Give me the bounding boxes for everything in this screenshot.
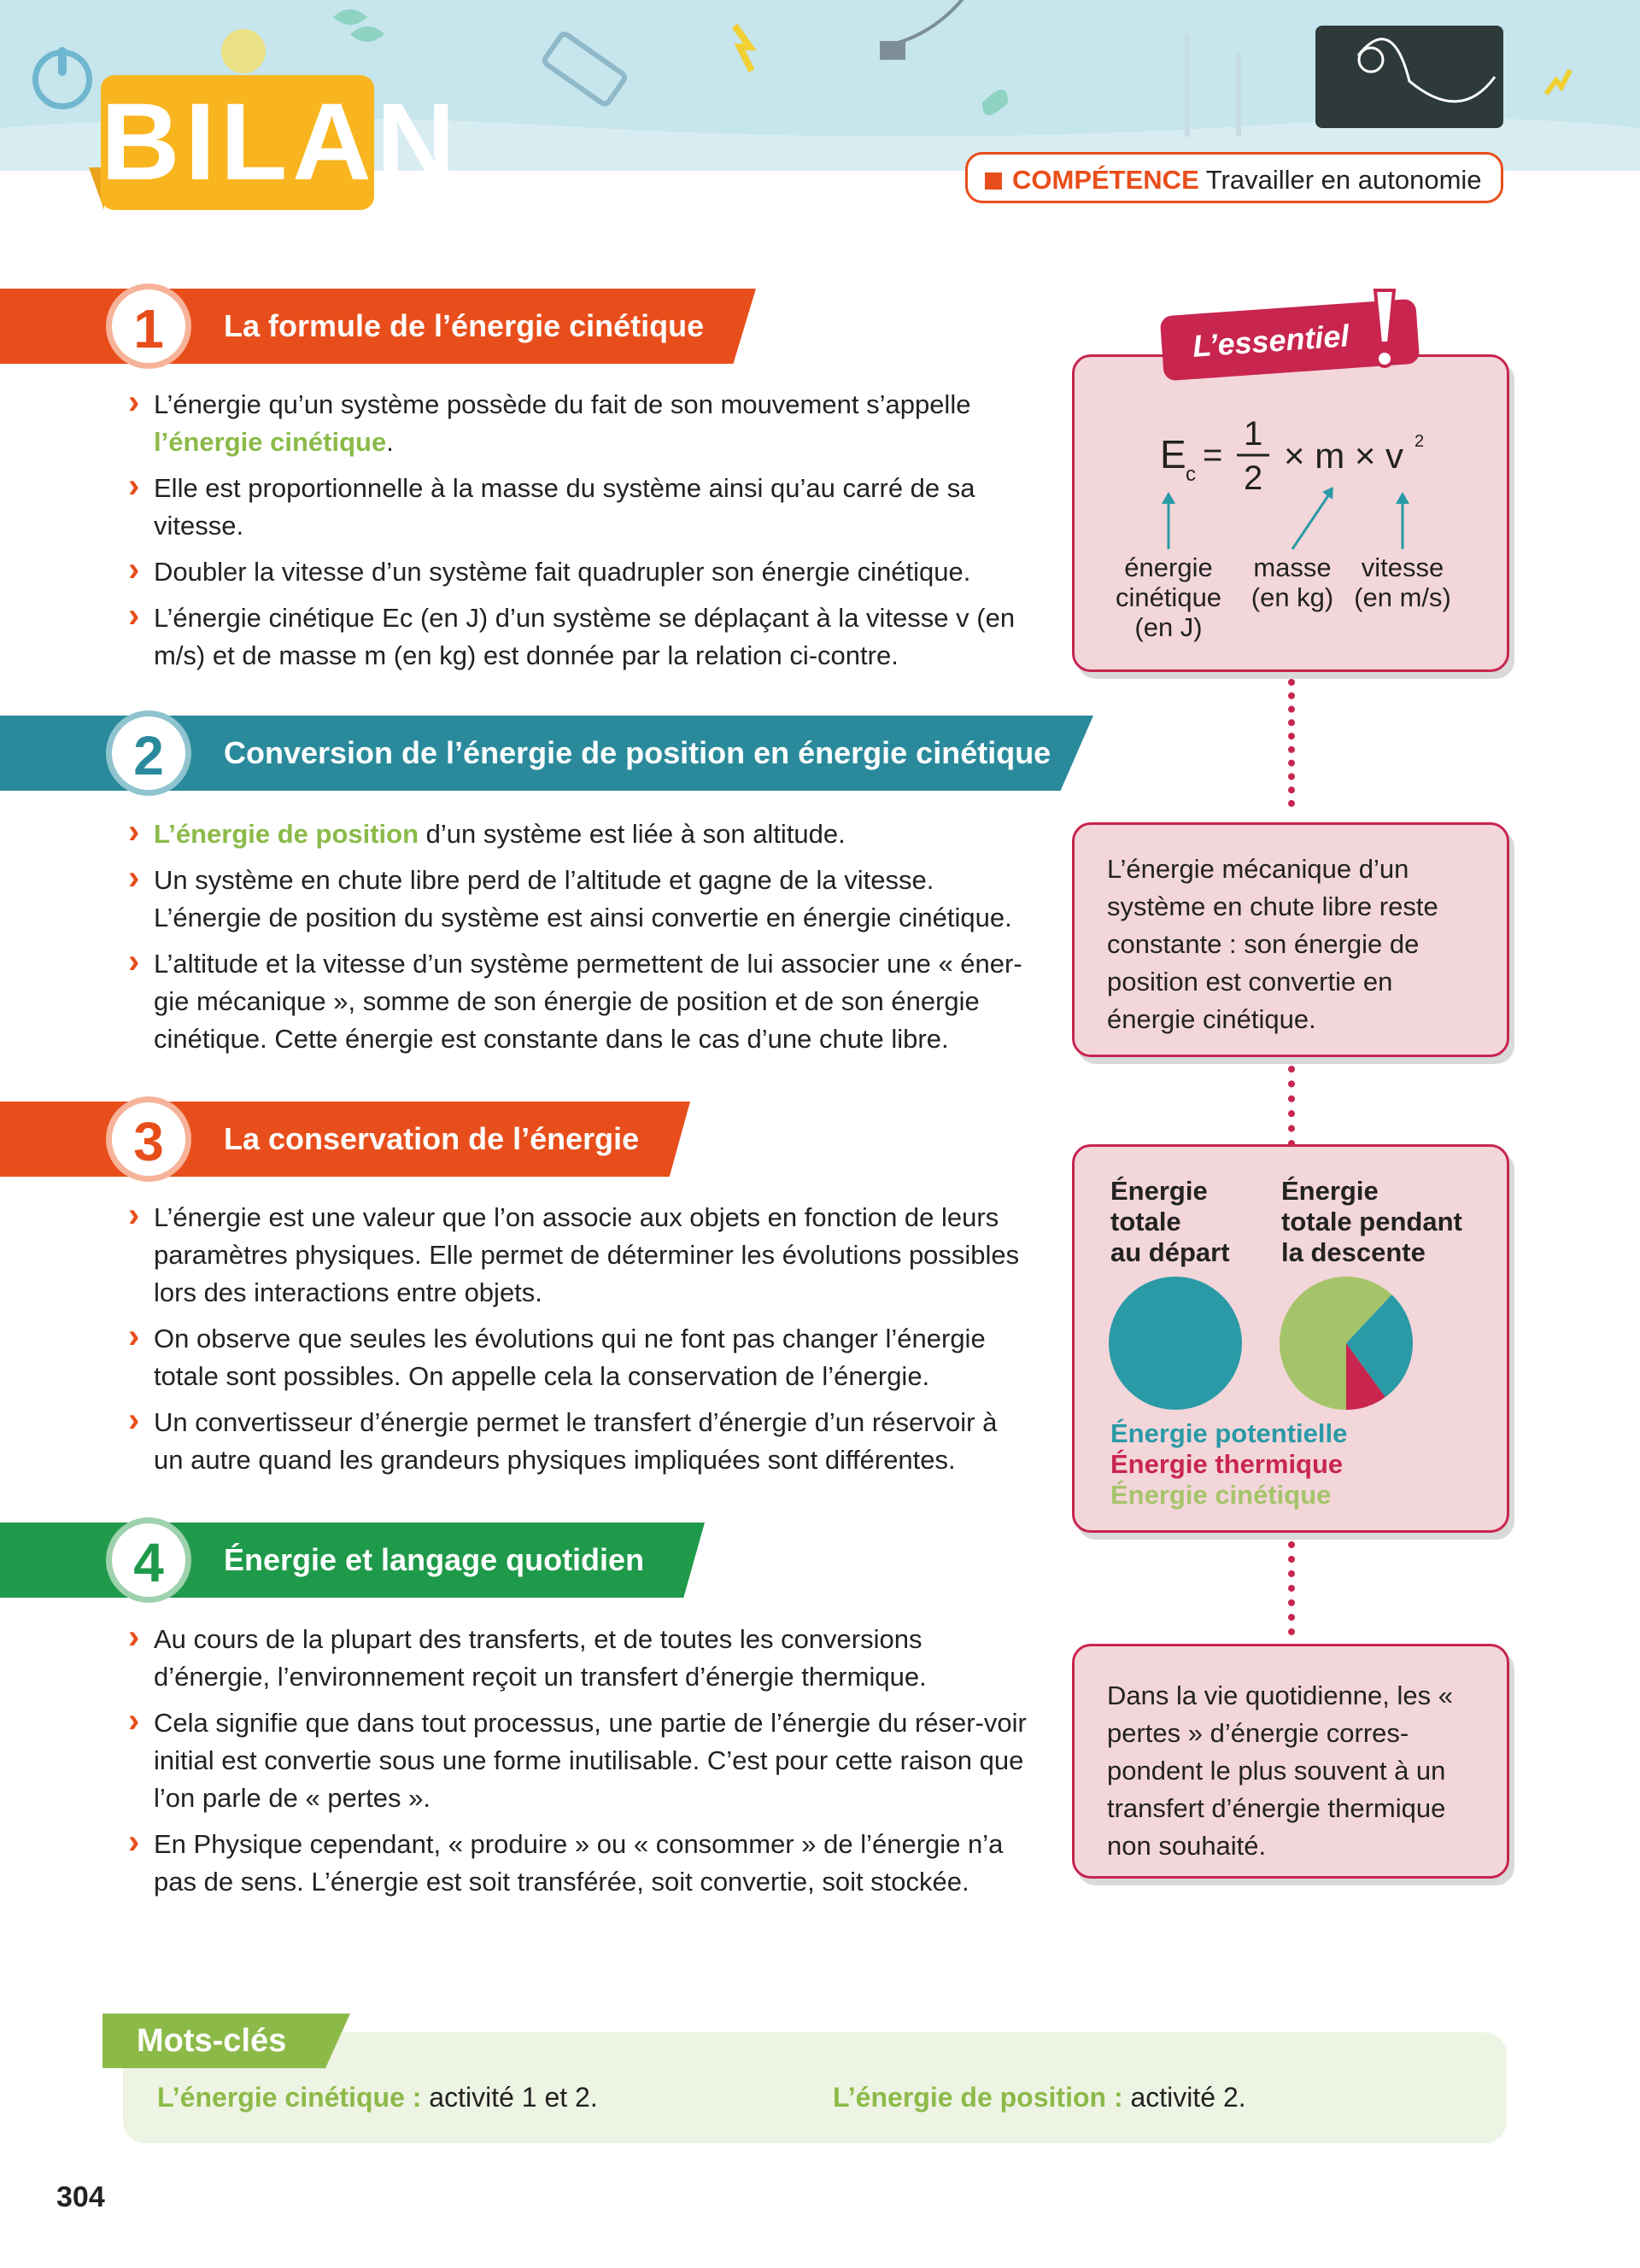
essentiel-tag: L’essentiel [1160, 299, 1420, 382]
svg-text:(en m/s): (en m/s) [1354, 582, 1451, 612]
pie-legend [1110, 1418, 1347, 1511]
svg-text:cinétique: cinétique [1115, 582, 1222, 612]
legend-cinetique: Énergie cinétique [1110, 1480, 1332, 1510]
svg-text:(en kg): (en kg) [1250, 582, 1334, 612]
list-item: › Au cours de la plupart des transferts, et de toutes les conversions d’énergie, l’environnement reçoit un transfert d’énergie thermique. [128, 1621, 1034, 1696]
competence-text: Travailler en autonomie [1205, 165, 1482, 195]
list-item: › Elle est proportionnelle à la masse du système ainsi qu’au carré de sa vitesse. [128, 470, 1034, 545]
svg-text:2: 2 [1414, 432, 1425, 451]
section-3-title: La conservation de l’énergie [224, 1121, 640, 1156]
kinetic-energy-formula [1075, 357, 1512, 675]
legend-thermique: Énergie thermique [1110, 1449, 1344, 1479]
section-2-title: Conversion de l’énergie de position en énergie cinétique [224, 735, 1051, 770]
card-text: L’énergie mécanique d’un système en chute libre reste constante : son énergie de position est convertie en énergie cinétique. [1107, 854, 1438, 1034]
page-number: 304 [56, 2181, 105, 2213]
section-4-bullets [128, 1621, 1034, 1909]
square-icon [985, 172, 1002, 190]
page-title: BILAN [101, 75, 374, 210]
svg-text:énergie: énergie [1124, 552, 1213, 582]
dotted-connector [1288, 1066, 1302, 1147]
pie-col-2-heading: Énergie totale pendant la descente [1281, 1176, 1462, 1267]
list-item: › L’énergie cinétique Ec (en J) d’un système se déplaçant à la vitesse v (en m/s) et de masse m (en kg) est donnée par la relation ci-contre. [128, 599, 1034, 675]
section-1-number: 1 [106, 284, 191, 369]
svg-text:× m × v: × m × v [1284, 435, 1404, 476]
section-4-number: 4 [106, 1517, 191, 1603]
everyday-language-card [1072, 1644, 1509, 1879]
competence-label: COMPÉTENCE [1012, 165, 1199, 195]
section-1-bullets [128, 386, 1034, 683]
list-item: › Doubler la vitesse d’un système fait quadrupler son énergie cinétique. [128, 553, 1034, 591]
section-2-bullets [128, 815, 1034, 1067]
section-1-title: La formule de l’énergie cinétique [224, 308, 705, 343]
keyword-item: L’énergie de position : activité 2. [833, 2082, 1246, 2113]
section-2-number: 2 [106, 710, 191, 796]
list-item: › L’altitude et la vitesse d’un système permettent de lui associer une « éner-gie mécanique », somme de son énergie de position et de son énergie cinétique. Cette énergie est constante dans le cas d’une chute libre. [128, 945, 1034, 1058]
svg-text:c: c [1186, 463, 1196, 486]
list-item: › En Physique cependant, « produire » ou « consommer » de l’énergie n’a pas de sens. L’énergie est soit transférée, soit convertie, soit stockée. [128, 1826, 1034, 1901]
keywords-title: Mots-clés [137, 2023, 287, 2059]
pie-col-1-heading: Énergie totale au départ [1110, 1176, 1230, 1267]
energy-pie-card [1072, 1144, 1509, 1533]
dotted-connector [1288, 679, 1302, 807]
list-item: › On observe que seules les évolutions qui ne font pas changer l’énergie totale sont possibles. On appelle cela la conservation de l’énergie. [128, 1320, 1034, 1395]
legend-potentielle: Énergie potentielle [1110, 1418, 1348, 1448]
list-item: › Cela signifie que dans tout processus, une partie de l’énergie du réser-voir initial est convertie sous une forme inutilisable. C’est pour cette raison que l’on parle de « pertes ». [128, 1704, 1034, 1817]
list-item: › L’énergie est une valeur que l’on associe aux objets en fonction de leurs paramètres physiques. Elle permet de déterminer les évolutions possibles lors des interactions entre objets. [128, 1199, 1034, 1312]
card-text: Dans la vie quotidienne, les « pertes » d’énergie corres-pondent le plus souvent à un transfert d’énergie thermique non souhaité. [1107, 1681, 1453, 1861]
svg-text:vitesse: vitesse [1361, 552, 1444, 582]
competence-badge [965, 152, 1503, 203]
section-3-number: 3 [106, 1096, 191, 1182]
keyword-item: L’énergie cinétique : activité 1 et 2. [157, 2082, 598, 2113]
svg-text:=: = [1203, 436, 1223, 474]
power-icon [32, 50, 92, 109]
mechanical-energy-card [1072, 822, 1509, 1057]
list-item: › Un convertisseur d’énergie permet le transfert d’énergie d’un réservoir à un autre quand les grandeurs physiques impliquées sont différentes. [128, 1404, 1034, 1479]
list-item: › L’énergie qu’un système possède du fait de son mouvement s’appelle l’énergie cinétique. [128, 386, 1034, 461]
svg-text:(en J): (en J) [1134, 612, 1203, 642]
list-item: › Un système en chute libre perd de l’altitude et gagne de la vitesse. L’énergie de position du système est ainsi convertie en énergie cinétique. [128, 862, 1034, 937]
svg-text:masse: masse [1253, 552, 1332, 582]
section-4-title: Énergie et langage quotidien [224, 1542, 645, 1577]
list-item: › L’énergie de position d’un système est liée à son altitude. [128, 815, 1034, 853]
svg-text:1: 1 [1244, 415, 1263, 453]
section-3-bullets [128, 1199, 1034, 1488]
dotted-connector [1288, 1541, 1302, 1635]
svg-text:2: 2 [1244, 459, 1263, 497]
essentiel-formula-card [1072, 354, 1509, 672]
svg-text:E: E [1160, 432, 1186, 476]
exclamation-icon [1367, 287, 1401, 372]
pie-start-potentielle [1109, 1277, 1242, 1410]
